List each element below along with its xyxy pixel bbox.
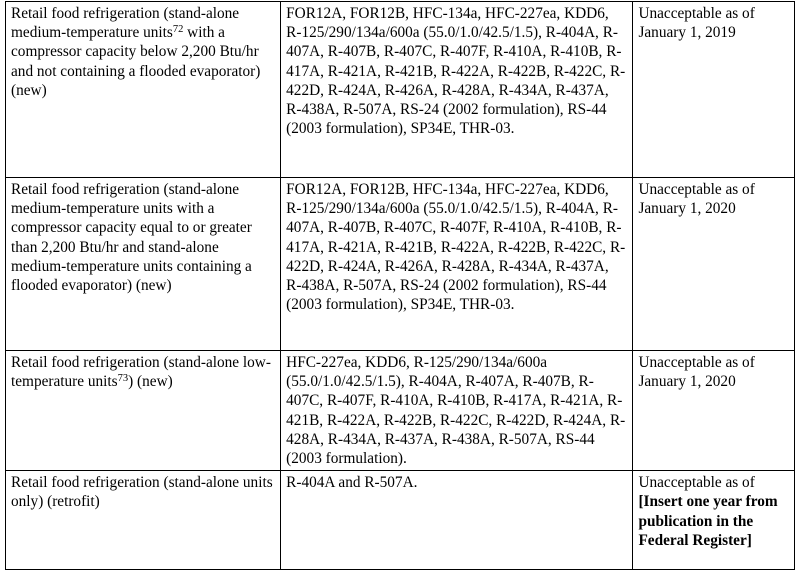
table-row [6,178,795,351]
table-row [6,471,795,570]
substitutes-cell: FOR12A, FOR12B, HFC-134a, HFC-227ea, KDD6, R-125/290/134a/600a (55.0/1.0/42.5/1.5), R-404A, R-407A, R-407B, R-407C, R-407F, R-410A, R-410B, R-417A, R-421A, R-421B, R-422A, R-422B, R-422C, R-422D, R-424A, R-426A, R-428A, R-434A, R-437A, R-438A, R-507A, RS-24 (2002 formulation), RS-44 (2003 formulation), SP34E, THR-03. [281,178,633,351]
end-use-text: ) (new) [128,373,173,391]
decision-bold-text: [Insert one year from publication in the Federal Register] [638,493,778,549]
table-row [6,2,795,178]
decision-cell: Unacceptable as of January 1, 2020 [633,178,795,351]
decision-cell [633,471,795,570]
end-use-cell [6,2,281,178]
end-use-text: with a compressor capacity below 2,200 Btu/hr and not containing a flooded evaporator) (new) [11,24,261,99]
substitutes-cell: FOR12A, FOR12B, HFC-134a, HFC-227ea, KDD6, R-125/290/134a/600a (55.0/1.0/42.5/1.5), R-404A, R-407A, R-407B, R-407C, R-407F, R-410A, R-410B, R-417A, R-421A, R-421B, R-422A, R-422B, R-422C, R-422D, R-424A, R-426A, R-428A, R-434A, R-437A, R-438A, R-507A, RS-24 (2002 formulation), RS-44 (2003 formulation), SP34E, THR-03. [281,2,633,178]
footnote-ref: 73 [117,373,129,385]
end-use-cell [6,351,281,471]
end-use-text: Retail food refrigeration (stand-alone medium-temperature units [11,5,240,42]
decision-text: Unacceptable as of [638,474,755,492]
end-use-cell: Retail food refrigeration (stand-alone medium-temperature units with a compressor capacity equal to or greater than 2,200 Btu/hr and stand-alone medium-temperature units containing a flooded evaporator) (new) [6,178,281,351]
substitutes-cell: R-404A and R-507A. [281,471,633,570]
substitutes-cell: HFC-227ea, KDD6, R-125/290/134a/600a (55.0/1.0/42.5/1.5), R-404A, R-407A, R-407B, R-407C, R-407F, R-410A, R-410B, R-417A, R-421A, R-421B, R-422A, R-422B, R-422C, R-422D, R-424A, R-428A, R-434A, R-437A, R-438A, R-507A, RS-44 (2003 formulation). [281,351,633,471]
table-row [6,351,795,471]
decision-cell: Unacceptable as of January 1, 2019 [633,2,795,178]
regulation-table [5,1,795,570]
decision-cell: Unacceptable as of January 1, 2020 [633,351,795,471]
end-use-text: Retail food refrigeration (stand-alone low-temperature units [11,354,271,391]
footnote-ref: 72 [172,24,184,36]
end-use-cell: Retail food refrigeration (stand-alone units only) (retrofit) [6,471,281,570]
